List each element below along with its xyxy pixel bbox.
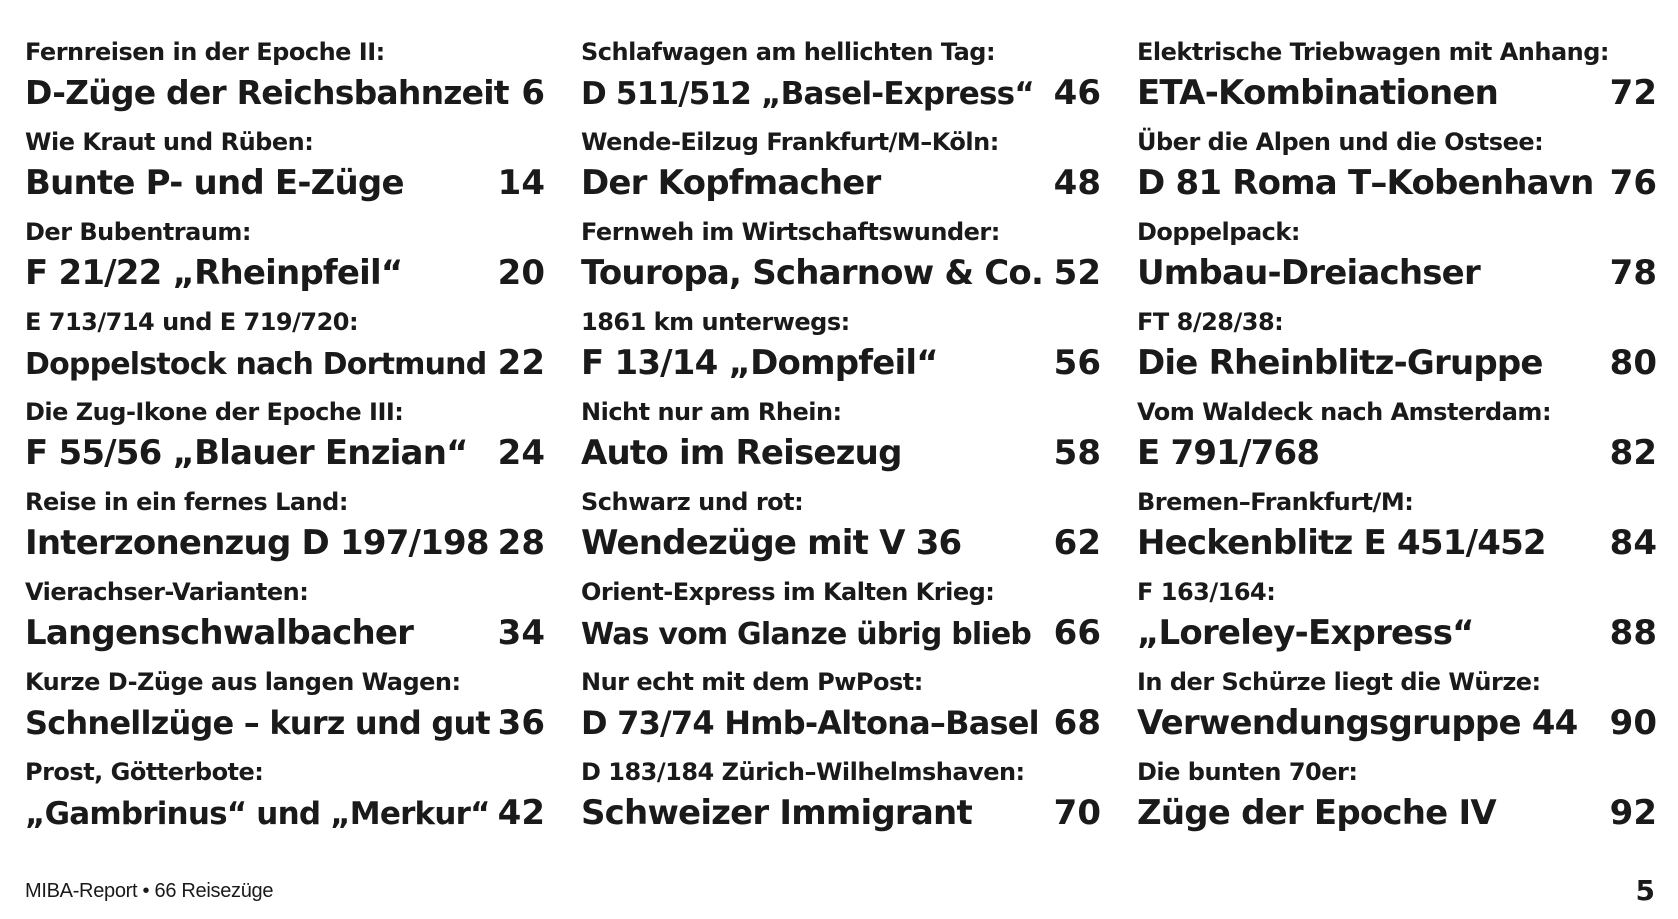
entry-title-row [581, 250, 1101, 296]
publication-name: MIBA-Report • 66 Reisezüge [25, 880, 274, 902]
entry-page-number: 36 [497, 703, 545, 743]
entry-title: F 13/14 „Dompfeil“ [581, 343, 938, 383]
toc-column-3 [1137, 34, 1657, 844]
entry-kicker: Schwarz und rot: [581, 488, 804, 516]
entry-page-number: 14 [497, 163, 545, 203]
entry-title-row [1137, 430, 1657, 476]
entry-title: D 511/512 „Basel-Express“ [581, 76, 1034, 112]
entry-title-row [1137, 250, 1657, 296]
toc-entry [1137, 214, 1657, 304]
entry-title-row [581, 700, 1101, 746]
entry-page-number: 52 [1053, 253, 1101, 293]
entry-title-row [25, 610, 545, 656]
entry-kicker: Über die Alpen und die Ostsee: [1137, 128, 1544, 156]
entry-kicker: FT 8/28/38: [1137, 308, 1284, 336]
entry-title-row [25, 430, 545, 476]
entry-page-number: 62 [1053, 523, 1101, 563]
toc-entry [581, 484, 1101, 574]
entry-kicker: Wende-Eilzug Frankfurt/M–Köln: [581, 128, 999, 156]
entry-title-row [1137, 340, 1657, 386]
entry-kicker: Nicht nur am Rhein: [581, 398, 842, 426]
entry-page-number: 82 [1609, 433, 1657, 473]
entry-title-row [1137, 610, 1657, 656]
entry-title-row [1137, 70, 1657, 116]
page-number: 5 [1635, 874, 1655, 907]
entry-title-row [581, 70, 1101, 116]
entry-title-row [1137, 520, 1657, 566]
entry-title: Der Kopfmacher [581, 163, 881, 203]
entry-page-number: 46 [1053, 73, 1101, 113]
entry-page-number: 68 [1053, 703, 1101, 743]
entry-title-row [25, 250, 545, 296]
entry-kicker: Fernweh im Wirtschaftswunder: [581, 218, 1000, 246]
entry-title-row [581, 520, 1101, 566]
entry-kicker: Prost, Götterbote: [25, 758, 264, 786]
entry-title-row [581, 790, 1101, 836]
table-of-contents [0, 34, 1678, 834]
entry-title: Züge der Epoche IV [1137, 793, 1496, 833]
entry-title-row [581, 340, 1101, 386]
entry-title-row [25, 520, 545, 566]
entry-title: D-Züge der Reichsbahnzeit [25, 73, 509, 112]
entry-title: Wendezüge mit V 36 [581, 523, 962, 563]
entry-title-row [25, 340, 545, 386]
entry-page-number: 56 [1053, 343, 1101, 383]
toc-column-2 [581, 34, 1101, 844]
toc-entry [1137, 124, 1657, 214]
entry-title: Bunte P- und E-Züge [25, 163, 404, 203]
entry-title: D 81 Roma T–Kobenhavn [1137, 163, 1594, 203]
entry-kicker: E 713/714 und E 719/720: [25, 308, 359, 336]
toc-entry [1137, 664, 1657, 754]
toc-entry [1137, 34, 1657, 124]
entry-page-number: 24 [497, 433, 545, 473]
entry-kicker: Schlafwagen am hellichten Tag: [581, 38, 996, 66]
entry-kicker: Fernreisen in der Epoche II: [25, 38, 385, 66]
entry-title: „Loreley-Express“ [1137, 613, 1474, 653]
page-footer [25, 874, 1655, 910]
entry-kicker: Vierachser-Varianten: [25, 578, 309, 606]
entry-title: Die Rheinblitz-Gruppe [1137, 343, 1543, 383]
toc-entry [25, 304, 545, 394]
entry-title-row [581, 430, 1101, 476]
entry-title: D 73/74 Hmb-Altona–Basel [581, 704, 1039, 742]
entry-kicker: In der Schürze liegt die Würze: [1137, 668, 1541, 696]
toc-entry [581, 304, 1101, 394]
entry-kicker: 1861 km unterwegs: [581, 308, 850, 336]
toc-entry [25, 124, 545, 214]
entry-title-row [1137, 700, 1657, 746]
entry-title: Verwendungsgruppe 44 [1137, 703, 1578, 743]
entry-title: Heckenblitz E 451/452 [1137, 523, 1546, 563]
entry-page-number: 72 [1609, 73, 1657, 113]
toc-entry [25, 664, 545, 754]
entry-page-number: 90 [1609, 703, 1657, 743]
entry-page-number: 66 [1053, 613, 1101, 653]
entry-page-number: 48 [1053, 163, 1101, 203]
entry-title-row [1137, 790, 1657, 836]
entry-title: Schweizer Immigrant [581, 793, 972, 833]
toc-entry [25, 484, 545, 574]
entry-title: Schnellzüge – kurz und gut [25, 704, 490, 742]
toc-entry [1137, 484, 1657, 574]
entry-kicker: D 183/184 Zürich–Wilhelmshaven: [581, 758, 1025, 786]
entry-title-row [25, 790, 545, 836]
entry-kicker: Doppelpack: [1137, 218, 1300, 246]
toc-entry [1137, 394, 1657, 484]
entry-title: F 55/56 „Blauer Enzian“ [25, 433, 468, 473]
entry-kicker: Kurze D-Züge aus langen Wagen: [25, 668, 461, 696]
entry-page-number: 58 [1053, 433, 1101, 473]
entry-title: Interzonenzug D 197/198 [25, 523, 489, 563]
entry-title: Was vom Glanze übrig blieb [581, 617, 1032, 652]
toc-entry [581, 124, 1101, 214]
entry-kicker: F 163/164: [1137, 578, 1276, 606]
entry-kicker: Bremen–Frankfurt/M: [1137, 488, 1414, 516]
toc-column-1 [25, 34, 545, 844]
entry-page-number: 34 [497, 613, 545, 653]
entry-page-number: 22 [497, 343, 545, 383]
entry-kicker: Orient-Express im Kalten Krieg: [581, 578, 995, 606]
entry-page-number: 80 [1609, 343, 1657, 383]
entry-page-number: 84 [1609, 523, 1657, 563]
entry-kicker: Elektrische Triebwagen mit Anhang: [1137, 38, 1610, 66]
entry-title: E 791/768 [1137, 433, 1320, 473]
toc-entry [581, 34, 1101, 124]
entry-page-number: 92 [1609, 793, 1657, 833]
entry-title: F 21/22 „Rheinpfeil“ [25, 253, 403, 293]
toc-entry [581, 214, 1101, 304]
toc-entry [1137, 304, 1657, 394]
toc-entry [25, 34, 545, 124]
entry-page-number: 76 [1609, 163, 1657, 203]
entry-title: „Gambrinus“ und „Merkur“ [25, 796, 490, 832]
entry-title: Umbau-Dreiachser [1137, 253, 1480, 293]
entry-page-number: 78 [1609, 253, 1657, 293]
toc-entry [25, 754, 545, 844]
entry-kicker: Nur echt mit dem PwPost: [581, 668, 923, 696]
toc-entry [1137, 574, 1657, 664]
entry-title: Doppelstock nach Dortmund [25, 347, 487, 382]
entry-title-row [581, 160, 1101, 206]
entry-title-row [581, 610, 1101, 656]
entry-page-number: 28 [497, 523, 545, 563]
entry-title: ETA-Kombinationen [1137, 73, 1499, 113]
toc-entry [1137, 754, 1657, 844]
entry-title: Langenschwalbacher [25, 613, 414, 653]
entry-kicker: Vom Waldeck nach Amsterdam: [1137, 398, 1552, 426]
entry-title-row [25, 70, 545, 116]
toc-entry [25, 394, 545, 484]
toc-entry [25, 574, 545, 664]
entry-page-number: 88 [1609, 613, 1657, 653]
entry-title-row [25, 160, 545, 206]
entry-page-number: 20 [497, 253, 545, 293]
entry-kicker: Die bunten 70er: [1137, 758, 1358, 786]
entry-title: Auto im Reisezug [581, 433, 902, 473]
entry-title: Touropa, Scharnow & Co. [581, 253, 1044, 293]
toc-entry [581, 664, 1101, 754]
toc-entry [581, 394, 1101, 484]
toc-entry [25, 214, 545, 304]
toc-entry [581, 754, 1101, 844]
entry-title-row [25, 700, 545, 746]
entry-kicker: Wie Kraut und Rüben: [25, 128, 314, 156]
entry-kicker: Reise in ein fernes Land: [25, 488, 348, 516]
entry-kicker: Der Bubentraum: [25, 218, 252, 246]
entry-title-row [1137, 160, 1657, 206]
toc-entry [581, 574, 1101, 664]
entry-page-number: 6 [521, 73, 545, 113]
entry-page-number: 42 [497, 793, 545, 833]
entry-kicker: Die Zug-Ikone der Epoche III: [25, 398, 404, 426]
entry-page-number: 70 [1053, 793, 1101, 833]
